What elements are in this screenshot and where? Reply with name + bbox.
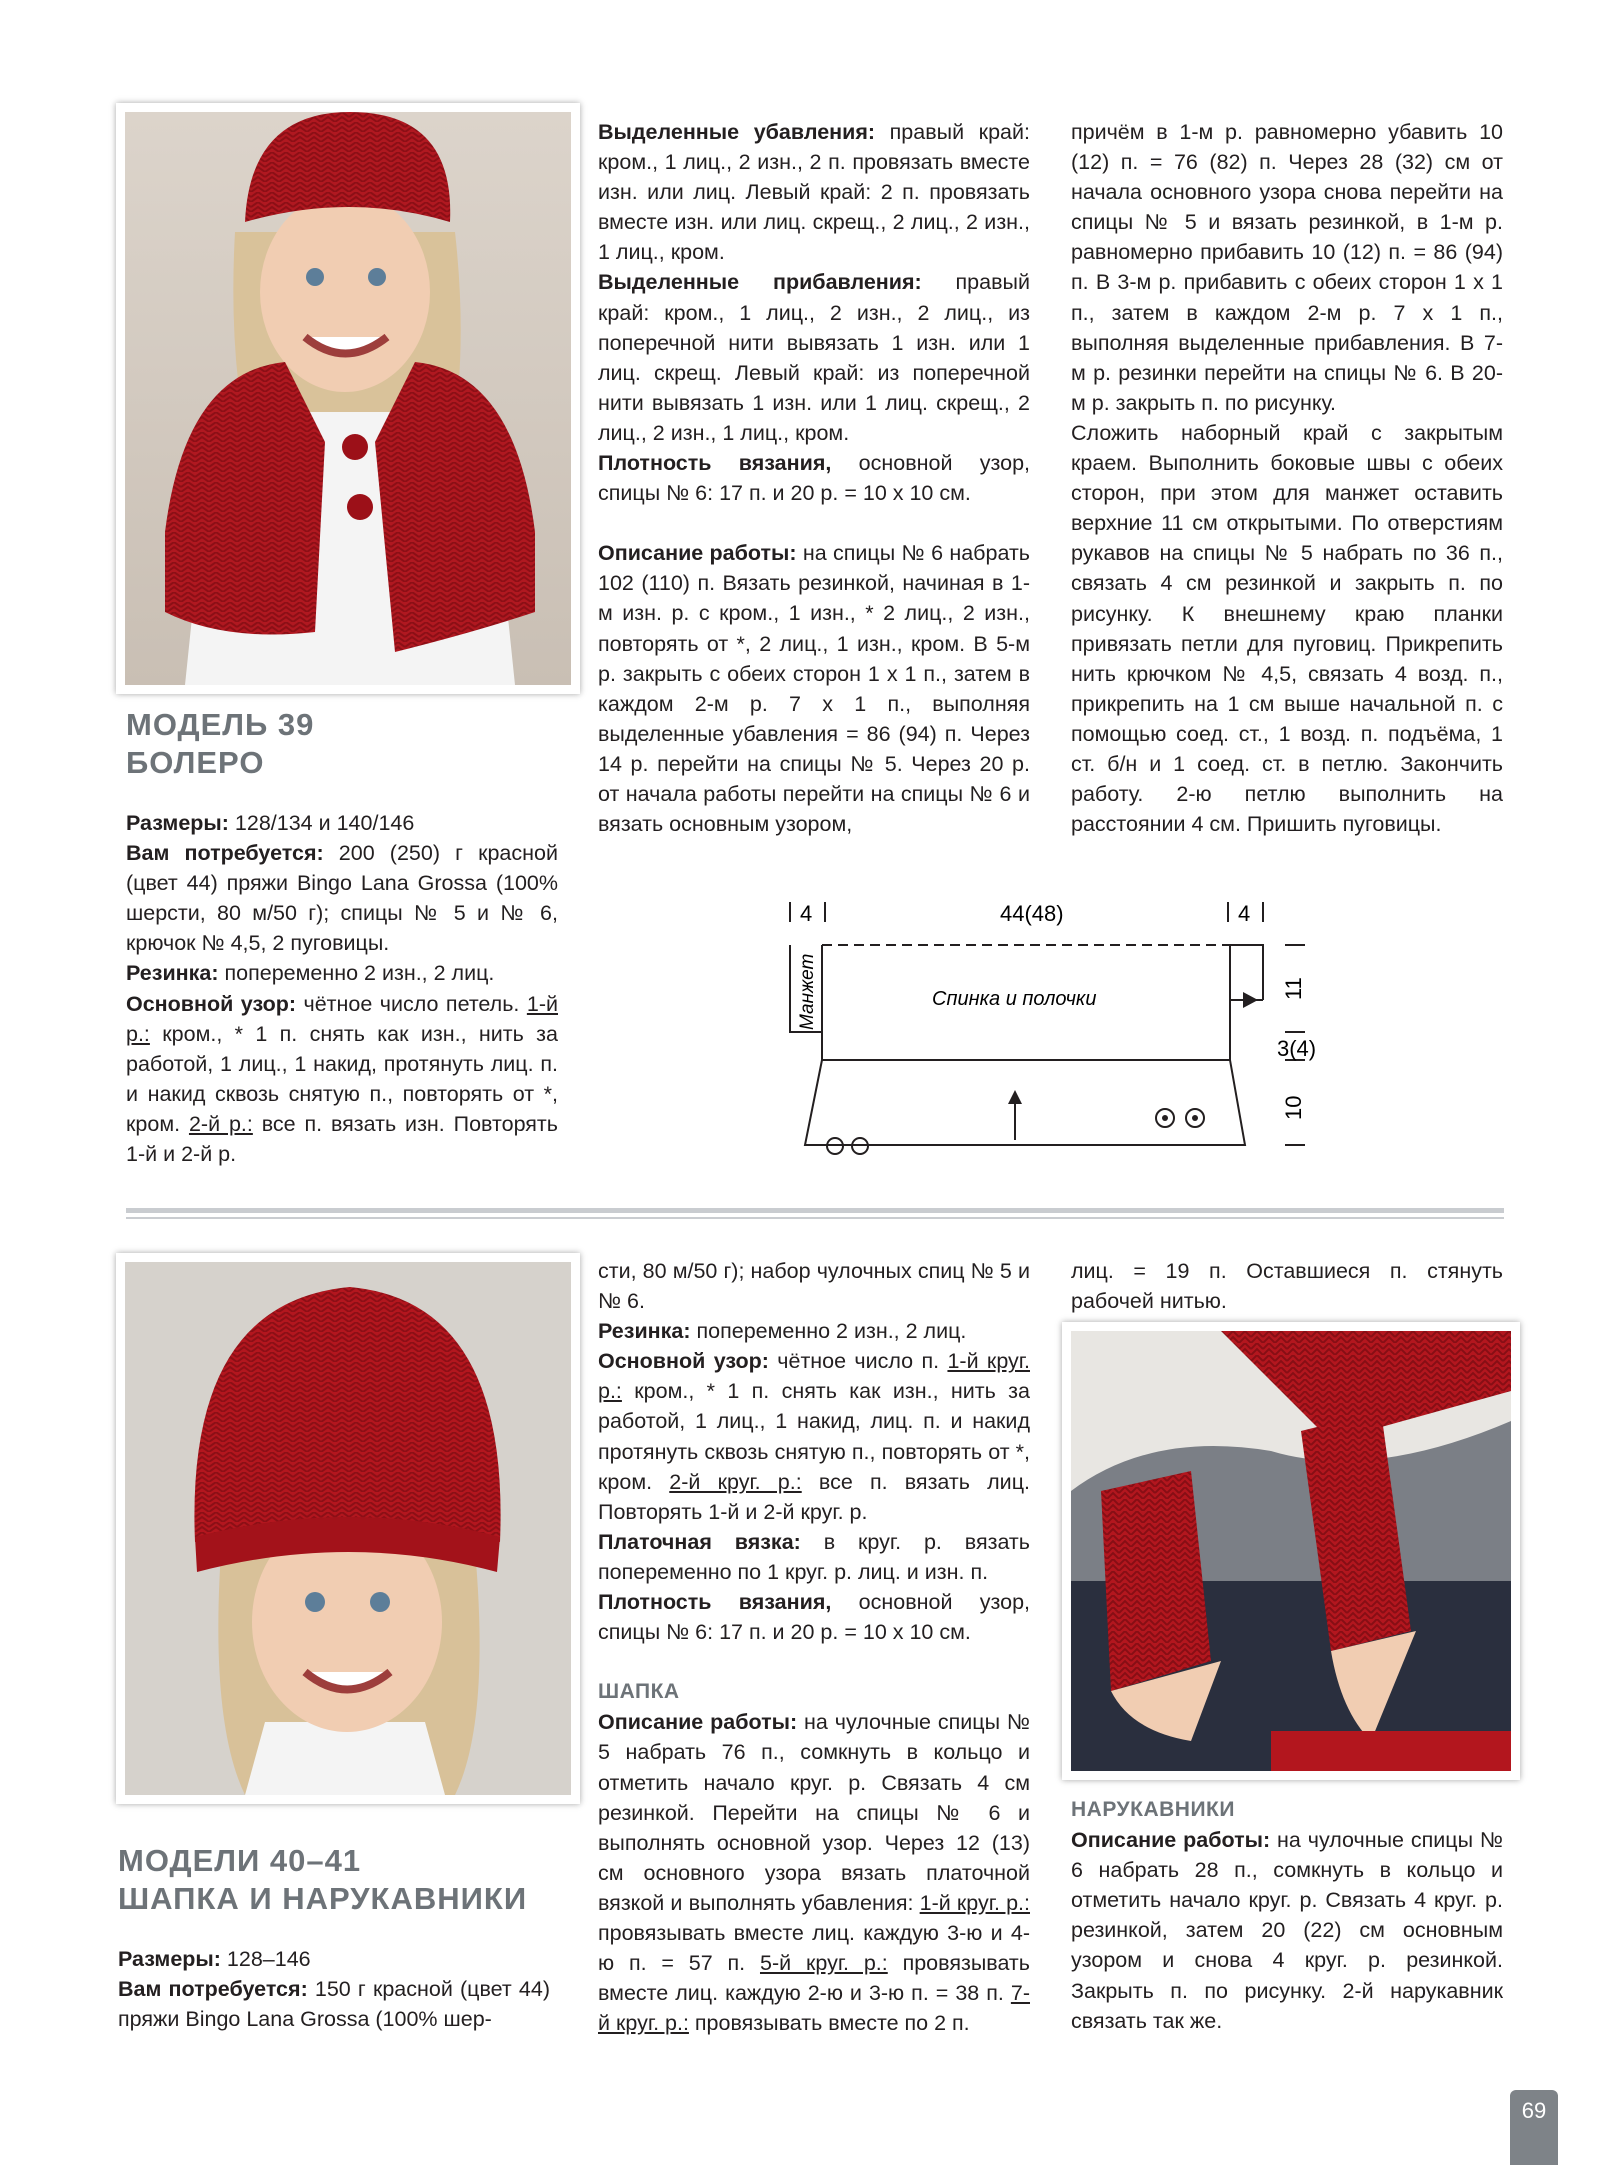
need-value-2: 150 г красной (цвет 44) пряжи Bingo Lana Grossa (100% шер- bbox=[118, 1977, 550, 2032]
schema-width-left: 4 bbox=[800, 901, 813, 926]
dec-round1-label: 1-й круг. р.: bbox=[919, 1890, 1030, 1915]
model-39-middle-text bbox=[598, 117, 1030, 839]
row2-value: все п. вязать изн. Повторять 1-й и 2-й р. bbox=[126, 1111, 558, 1167]
instructions-continued: причём в 1-м р. равномерно убавить 10 (12) п. = 76 (82) п. Через 28 (32) см от начала основного узора снова перейти на спицы № 5 и вязать резинкой, в 1-м р. равномерно прибавить 10 (12) п. = 86 (94) п. В 3-м р. прибавить с обеих сторон 1 х 1 п., затем в каждом 2-м р. 7 х 1 п., выполняя выделенные прибавления. В 7-м р. резинки перейти на спицы № 6. В 20-м р. закрыть п. по рисунку. bbox=[1071, 120, 1503, 415]
sizes-label: Размеры: bbox=[126, 811, 229, 835]
model-39-name: БОЛЕРО bbox=[126, 745, 265, 780]
density-value: основной узор, спицы № 6: 17 п. и 20 р. = 10 x 10 см. bbox=[598, 451, 1030, 506]
model-39-title bbox=[126, 706, 314, 782]
yarn-continued: сти, 80 м/50 г); набор чулочных спиц № 5 и № 6. bbox=[598, 1259, 1030, 1314]
round2-value: все п. вязать лиц. Повторять 1-й и 2-й круг. р. bbox=[598, 1469, 1030, 1524]
round2-label: 2-й круг. р.: bbox=[669, 1469, 802, 1494]
dec-round7-label: 7-й круг. р.: bbox=[598, 1981, 1030, 2036]
rib-label: Резинка: bbox=[126, 961, 219, 986]
increases-label: Выделенные прибавления: bbox=[598, 270, 922, 295]
need-label-2: Вам потребуется: bbox=[118, 1977, 308, 2002]
sizes-value: 128/134 и 140/146 bbox=[228, 811, 415, 835]
round1-label: 1-й круг. р.: bbox=[598, 1349, 1030, 1404]
main-pattern-label-2: Основной узор: bbox=[598, 1349, 769, 1374]
decreases-value: правый край: кром., 1 лиц., 2 изн., 2 п. провязать вместе изн. или лиц. Левый край: 2 п. провязать вместе изн. или лиц. скрещ., 2 лиц., 2 изн., 1 лиц., кром. bbox=[598, 120, 1030, 265]
bolero-photo bbox=[116, 103, 580, 694]
density-label-2: Плотность вязания, bbox=[598, 1590, 832, 1615]
row2-label: 2-й р.: bbox=[188, 1111, 253, 1136]
hat-photo bbox=[116, 1253, 580, 1804]
models-40-41-left-text bbox=[118, 1944, 550, 2034]
garter-label: Платочная вязка: bbox=[598, 1529, 801, 1554]
mittens-work-label: Описание работы: bbox=[1071, 1828, 1271, 1853]
model-39-left-text bbox=[126, 808, 558, 1169]
hat-finish: лиц. = 19 п. Оставшиеся п. стянуть рабочей нитью. bbox=[1071, 1259, 1503, 1314]
dec-round5-label: 5-й круг. р.: bbox=[759, 1951, 888, 1976]
dec-round5-value: провязывать вместе лиц. каждую 2-ю и 3-ю п. = 38 п. bbox=[598, 1951, 1030, 2006]
density-label: Плотность вязания, bbox=[598, 451, 832, 476]
schema-width-main: 44(48) bbox=[1000, 901, 1064, 926]
hat-work-label: Описание работы: bbox=[598, 1710, 798, 1735]
need-value: 200 (250) г красной (цвет 44) пряжи Bingo Lana Grossa (100% шерсти, 80 м/50 г); спицы № 5 и № 6, крючок № 4,5, 2 пуговицы. bbox=[126, 841, 558, 956]
section-divider bbox=[126, 1208, 1504, 1213]
garter-value: в круг. р. вязать попеременно по 1 круг. р. лиц. и изн. п. bbox=[598, 1529, 1030, 1584]
schema-height-top: 11 bbox=[1281, 977, 1306, 1000]
section-divider-thin bbox=[126, 1217, 1504, 1219]
rib-label-2: Резинка: bbox=[598, 1319, 691, 1344]
dec-round7-value: провязывать вместе по 2 п. bbox=[688, 2011, 970, 2036]
schema-body-label: Спинка и полочки bbox=[932, 988, 1097, 1010]
schema-height-mid: 3(4) bbox=[1277, 1036, 1317, 1061]
sizes-label-2: Размеры: bbox=[118, 1947, 221, 1971]
work-value: на спицы № 6 набрать 102 (110) п. Вязать резинкой, начиная в 1-м изн. р. с кром., 1 изн., * 2 лиц., 2 изн., повторять от *, 2 лиц., 1 изн., кром. В 5-м р. закрыть с обеих сторон 1 х 1 п., затем в каждом 2-м р. 7 х 1 п., выполняя выделенные убавления = 86 (94) п. Через 14 р. перейти на спицы № 5. Через 20 р. от начала работы перейти на спицы № 6 и вязать основным узором, bbox=[598, 541, 1030, 837]
decreases-label: Выделенные убавления: bbox=[598, 120, 876, 144]
page-number: 69 bbox=[1510, 2090, 1558, 2165]
row1-label: 1-й р.: bbox=[126, 991, 558, 1046]
round1-value: кром., * 1 п. снять как изн., нить за работой, 1 лиц., 1 накид, лиц. п. и накид протянуть сквозь снятую п., повторять от *, кром. bbox=[598, 1379, 1030, 1494]
models-40-41-name: ШАПКА И НАРУКАВНИКИ bbox=[118, 1881, 528, 1916]
rib-value-2: попеременно 2 изн., 2 лиц. bbox=[690, 1319, 967, 1344]
bolero-schema bbox=[780, 890, 1340, 1180]
dec-round1-value: провязывать вместе лиц. каждую 3-ю и 4-ю п. = 57 п. bbox=[598, 1920, 1030, 1976]
mittens-heading: НАРУКАВНИКИ bbox=[1071, 1798, 1235, 1821]
models-40-41-number: МОДЕЛИ 40–41 bbox=[118, 1843, 362, 1878]
mittens-work-value: на чулочные спицы № 6 набрать 28 п., сомкнуть в кольцо и отметить начало круг. р. Связать 4 круг. р. резинкой, затем 20 (22) см основным узором и снова 4 круг. р. резинкой. Закрыть п. по рисунку. 2-й нарукавник связать так же. bbox=[1071, 1828, 1503, 2033]
main-pattern-value-2: чётное число п. bbox=[768, 1349, 940, 1374]
main-pattern-value: чётное число петель. bbox=[296, 991, 520, 1016]
work-label: Описание работы: bbox=[598, 541, 797, 566]
mittens-photo bbox=[1062, 1322, 1520, 1780]
schema-height-bottom: 10 bbox=[1281, 1095, 1306, 1120]
model-39-right-text bbox=[1071, 117, 1503, 839]
models-40-41-right-text bbox=[1071, 1256, 1503, 1316]
need-label: Вам потребуется: bbox=[126, 841, 324, 866]
model-39-number: МОДЕЛЬ 39 bbox=[126, 707, 315, 742]
models-40-41-title bbox=[118, 1842, 527, 1918]
hat-heading: ШАПКА bbox=[598, 1680, 680, 1704]
main-pattern-label: Основной узор: bbox=[126, 991, 297, 1016]
row1-value: кром., * 1 п. снять как изн., нить за работой, 1 лиц., 1 накид, протянуть лиц. п. и накид сквозь снятую п., повторять от *, кром. bbox=[126, 1021, 558, 1136]
density-value-2: основной узор, спицы № 6: 17 п. и 20 р. = 10 х 10 см. bbox=[598, 1590, 1030, 1645]
sizes-value-2: 128–146 bbox=[220, 1947, 311, 1971]
increases-value: правый край: кром., 1 лиц., 2 изн., 2 лиц., из поперечной нити вывязать 1 изн. или 1 лиц. скрещ. Левый край: из поперечной нити вывязать 1 изн. или 1 лиц. скрещ., 2 лиц., 2 изн., 1 лиц., кром. bbox=[598, 270, 1030, 445]
models-40-41-middle-text bbox=[598, 1256, 1030, 2038]
assembly-instructions: Сложить наборный край с закрытым краем. Выполнить боковые швы с обеих сторон, при этом для манжет оставить верхние 11 см открытыми. По отверстиям рукавов на спицы № 5 набрать по 36 п., связать 4 см резинкой и закрыть п. по рисунку. К внешнему краю планки привязать петли для пуговиц. Прикрепить нить крючком № 4,5, связать 4 возд. п., прикрепить на 1 см выше начальной п. с помощью соед. ст., 1 возд. п. подъёма, 1 ст. б/н и 1 соед. ст. в петлю. Закончить работу. 2-ю петлю выполнить на расстоянии 4 см. Пришить пуговицы. bbox=[1071, 420, 1503, 837]
schema-cuff-label: Манжет bbox=[797, 953, 818, 1030]
rib-value: попеременно 2 изн., 2 лиц. bbox=[218, 961, 495, 986]
schema-width-right: 4 bbox=[1238, 901, 1251, 926]
mittens-text bbox=[1071, 1795, 1503, 2036]
hat-work-value: на чулочные спицы № 5 набрать 76 п., сомкнуть в кольцо и отметить начало круг. р. Связать 4 см резинкой. Перейти на спицы № 6 и выполнять основной узор. Через 12 (13) см основного узора вязать платочной вязкой и выполнять убавления: bbox=[598, 1710, 1030, 1915]
